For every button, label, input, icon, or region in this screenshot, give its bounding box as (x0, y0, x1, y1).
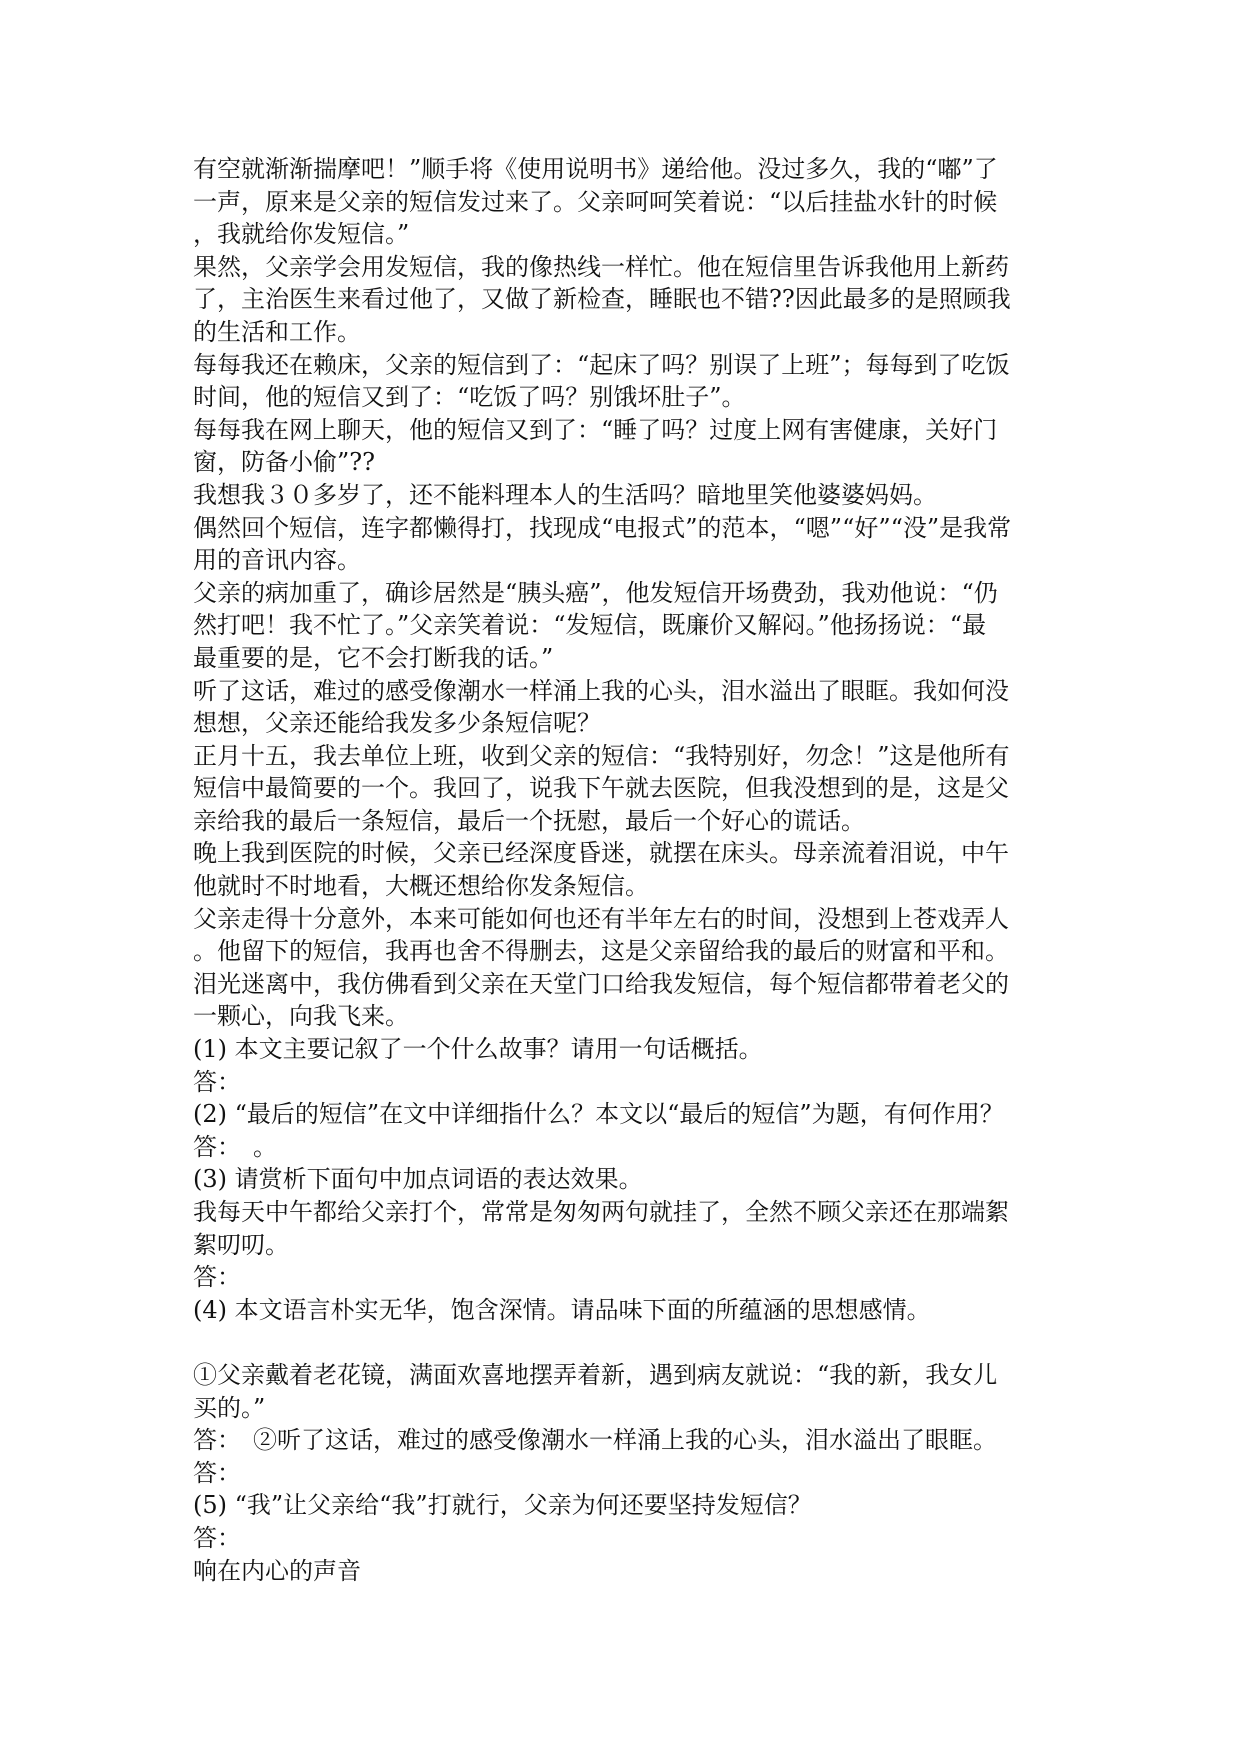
text-line: 答： ②听了这话，难过的感受像潮水一样涌上我的心头，泪水溢出了眼眶。 (193, 1426, 997, 1455)
question-5: (5) “我”让父亲给“我”打就行，父亲为何还要坚持发短信？ (193, 1491, 812, 1520)
text-line: 正月十五，我去单位上班，收到父亲的短信：“我特别好，勿念！”这是他所有 (193, 741, 1010, 770)
question-2: (2) “最后的短信”在文中详细指什么？本文以“最后的短信”为题，有何作用？ (193, 1100, 1004, 1129)
text-line: 买的。” (193, 1393, 266, 1422)
text-line: 他就时不时地看，大概还想给你发条短信。 (193, 872, 649, 901)
question-3: (3) 请赏析下面句中加点词语的表达效果。 (193, 1165, 643, 1194)
text-line: ，我就给你发短信。” (193, 220, 410, 249)
text-line: 时间，他的短信又到了：“吃饭了吗？别饿坏肚子”。 (193, 383, 746, 412)
text-line: 每每我还在赖床，父亲的短信到了：“起床了吗？别误了上班”；每每到了吃饭 (193, 350, 1010, 379)
text-line: 父亲走得十分意外，本来可能如何也还有半年左右的时间，没想到上苍戏弄人 (193, 904, 1009, 933)
text-line: 窗，防备小偷”?? (193, 448, 376, 477)
text-line: 用的音讯内容。 (193, 546, 361, 575)
answer-label: 答： (193, 1523, 241, 1552)
text-line: 泪光迷离中，我仿佛看到父亲在天堂门口给我发短信，每个短信都带着老父的 (193, 969, 1009, 998)
text-line: 有空就渐渐揣摩吧！”顺手将《使用说明书》递给他。没过多久，我的“嘟”了 (193, 155, 998, 183)
text-line: 的生活和工作。 (193, 317, 361, 346)
text-line: 。他留下的短信，我再也舍不得删去，这是父亲留给我的最后的财富和平和。 (193, 937, 1009, 966)
text-line: 了，主治医生来看过他了，又做了新检查，睡眠也不错??因此最多的是照顾我 (193, 285, 1011, 314)
text-line: 亲给我的最后一条短信，最后一个抚慰，最后一个好心的谎话。 (193, 806, 865, 835)
answer-label: 答： 。 (193, 1132, 277, 1161)
answer-label: 答： (193, 1067, 241, 1096)
document-body (193, 153, 1053, 1587)
text-line: 想想，父亲还能给我发多少条短信呢？ (193, 709, 601, 738)
text-line: 然打吧！我不忙了。”父亲笑着说：“发短信，既廉价又解闷。”他扬扬说：“最 (193, 611, 987, 640)
text-line: 每每我在网上聊天，他的短信又到了：“睡了吗？过度上网有害健康，关好门 (193, 415, 998, 444)
text-line: ①父亲戴着老花镜，满面欢喜地摆弄着新，遇到病友就说：“我的新，我女儿 (193, 1360, 998, 1389)
text-line: 父亲的病加重了，确诊居然是“胰头癌”，他发短信开场费劲，我劝他说：“仍 (193, 578, 998, 607)
answer-label: 答： (193, 1458, 241, 1487)
text-line: 果然，父亲学会用发短信，我的像热线一样忙。他在短信里告诉我他用上新药 (193, 252, 1009, 281)
text-line: 偶然回个短信，连字都懒得打，找现成“电报式”的范本，“嗯”“好”“没”是我常 (193, 513, 1012, 542)
text-line: 一颗心，向我飞来。 (193, 1002, 409, 1031)
blank-line (193, 1326, 1053, 1359)
text-line: 晚上我到医院的时候，父亲已经深度昏迷，就摆在床头。母亲流着泪说，中午 (193, 839, 1009, 868)
question-4: (4) 本文语言朴实无华，饱含深情。请品味下面的所蕴涵的思想感情。 (193, 1295, 931, 1324)
section-title: 响在内心的声音 (193, 1556, 361, 1585)
text-line: 我想我３０多岁了，还不能料理本人的生活吗？暗地里笑他婆婆妈妈。 (193, 480, 937, 509)
text-line: 短信中最简要的一个。我回了，说我下午就去医院，但我没想到的是，这是父 (193, 774, 1009, 803)
text-line: 最重要的是，它不会打断我的话。” (193, 643, 554, 672)
question-1: (1) 本文主要记叙了一个什么故事？请用一句话概括。 (193, 1035, 763, 1064)
answer-label: 答： (193, 1263, 241, 1292)
text-line: 我每天中午都给父亲打个，常常是匆匆两句就挂了，全然不顾父亲还在那端絮 (193, 1198, 1009, 1226)
text-line: 絮叨叨。 (193, 1230, 289, 1259)
text-line: 一声，原来是父亲的短信发过来了。父亲呵呵笑着说：“以后挂盐水针的时候 (193, 187, 998, 216)
text-line: 听了这话，难过的感受像潮水一样涌上我的心头，泪水溢出了眼眶。我如何没 (193, 676, 1009, 705)
